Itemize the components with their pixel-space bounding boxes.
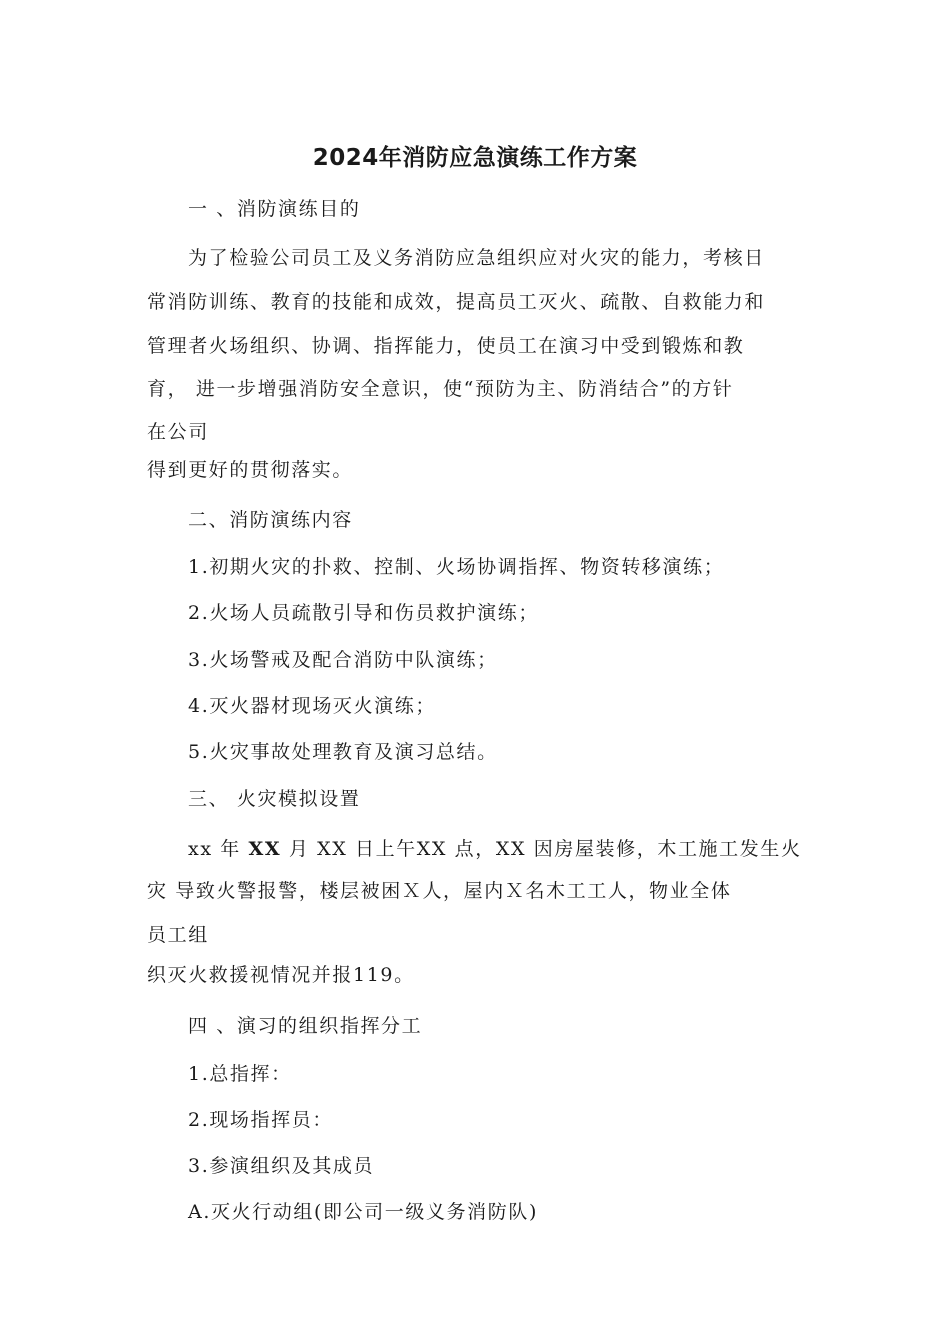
list-item: A.灭火行动组(即公司一级义务消防队) — [188, 1201, 538, 1223]
paragraph-line: 员工组 — [147, 924, 209, 946]
paragraph-line: 管理者火场组织、协调、指挥能力，使员工在演习中受到锻炼和教 — [147, 335, 745, 357]
paragraph-line — [188, 835, 802, 863]
list-item: 4.灭火器材现场灭火演练； — [188, 695, 436, 717]
list-item: 2.火场人员疏散引导和伤员救护演练； — [188, 602, 539, 624]
section-heading-organization: 四 、演习的组织指挥分工 — [188, 1015, 423, 1037]
paragraph-line: 为了检验公司员工及义务消防应急组织应对火灾的能力，考核日 — [188, 247, 765, 269]
paragraph-line: 育， 进一步增强消防安全意识，使“预防为主、防消结合”的方针 — [147, 378, 734, 400]
list-item: 3.参演组织及其成员 — [188, 1155, 375, 1177]
list-item: 1.初期火灾的扑救、控制、火场协调指挥、物资转移演练； — [188, 556, 725, 578]
paragraph-line: 灾 导致火警报警，楼层被困Ｘ人，屋内Ｘ名木工工人，物业全体 — [147, 880, 732, 902]
section-heading-content: 二、消防演练内容 — [188, 509, 353, 531]
text-segment-bold: XX — [248, 838, 282, 860]
list-item: 3.火场警戒及配合消防中队演练； — [188, 649, 498, 671]
paragraph-line: 得到更好的贯彻落实。 — [147, 459, 354, 481]
list-item: 5.火灾事故处理教育及演习总结。 — [188, 741, 498, 763]
text-segment: 月 XX 日上午XX 点，XX 因房屋装修，木工施工发生火 — [281, 838, 802, 860]
paragraph-line: 在公司 — [147, 421, 209, 443]
list-item: 1.总指挥： — [188, 1063, 292, 1085]
section-heading-purpose: 一 、消防演练目的 — [188, 198, 361, 220]
paragraph-line: 常消防训练、教育的技能和成效，提高员工灭火、疏散、自救能力和 — [147, 291, 766, 313]
list-item: 2.现场指挥员： — [188, 1109, 333, 1131]
text-segment: xx 年 — [188, 838, 249, 860]
document-title: 2024年消防应急演练工作方案 — [312, 145, 638, 171]
paragraph-line: 织灭火救援视情况并报119。 — [147, 964, 415, 986]
section-heading-simulation: 三、 火灾模拟设置 — [188, 788, 361, 810]
